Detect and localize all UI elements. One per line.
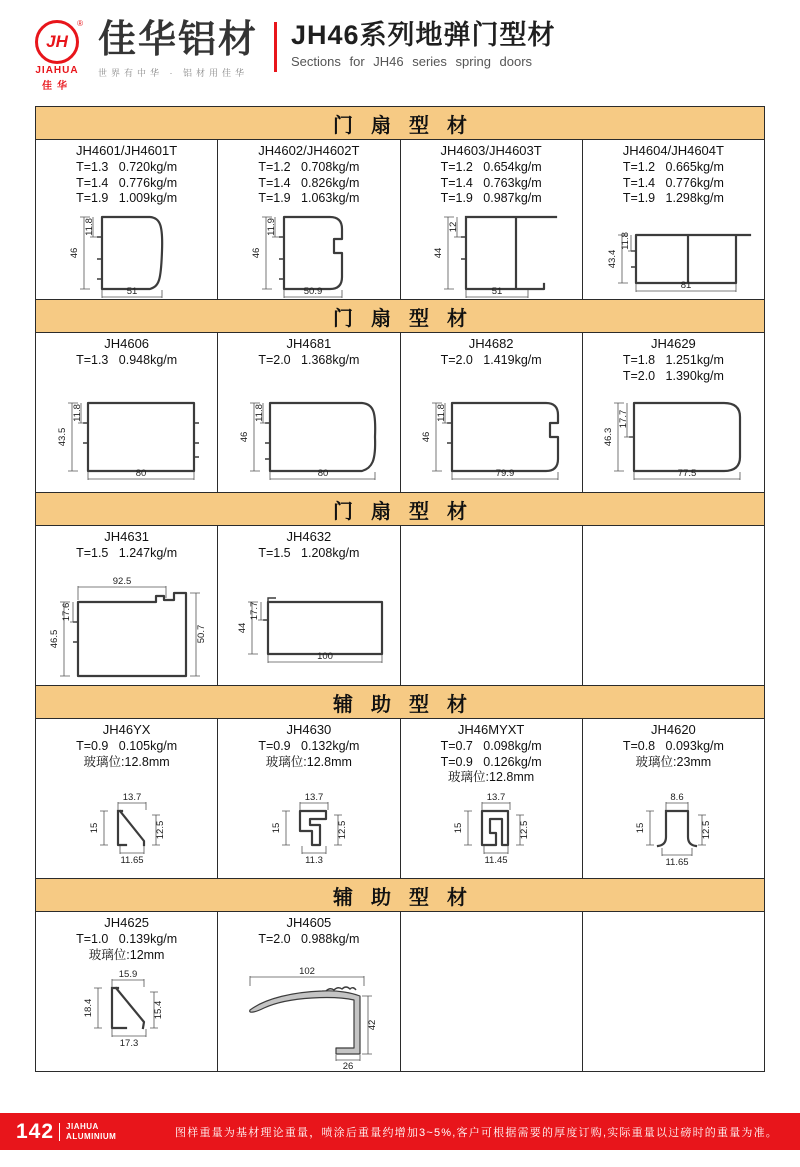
profile-code: JH4605	[286, 915, 332, 930]
profile-spec: T=1.3 0.720kg/m	[76, 159, 178, 174]
footer-brand	[66, 1122, 116, 1140]
profile-shape	[461, 217, 556, 289]
profile-spec: T=0.9 0.105kg/m	[76, 738, 178, 753]
glass-position: 玻璃位:12mm	[88, 947, 165, 962]
dim-label: 12.5	[701, 820, 713, 840]
glass-position: 玻璃位:23mm	[635, 754, 712, 769]
section-door-leaf-3	[35, 492, 765, 686]
profile-drawing	[588, 789, 758, 877]
profile-spec: T=1.9 0.987kg/m	[440, 191, 542, 206]
dim-label: 44	[236, 622, 248, 634]
profile-spec: T=2.0 1.419kg/m	[440, 352, 542, 367]
logo-brand-cn: 佳华	[42, 81, 72, 92]
section-header: 辅助型材	[35, 685, 765, 719]
dim-label: 81	[681, 279, 692, 291]
profile-cell-jh4630	[217, 719, 399, 878]
profile-drawing	[588, 207, 758, 299]
footer-band	[0, 1113, 800, 1150]
glass-position: 玻璃位:12.8mm	[265, 754, 352, 769]
profile-code: JH4629	[650, 336, 696, 351]
profile-code: JH46YX	[102, 722, 151, 737]
profile-shape	[112, 988, 144, 1028]
dim-label: 11.8	[83, 217, 95, 236]
profile-spec: T=1.0 0.139kg/m	[76, 931, 178, 946]
profile-cell-jh4631	[36, 526, 217, 685]
page-title: JH46系列地弹门型材	[291, 20, 556, 50]
profile-spec: T=1.8 1.251kg/m	[622, 352, 724, 367]
dim-label: 11.45	[484, 855, 508, 866]
dim-label: 11.3	[304, 855, 323, 866]
profile-spec: T=1.5 1.208kg/m	[258, 545, 360, 560]
profile-cell-jh4625	[36, 912, 217, 1071]
glass-position: 玻璃位:12.8mm	[83, 754, 170, 769]
dim-label: 46	[238, 431, 250, 443]
profile-shape	[263, 598, 382, 654]
dim-label: 15.9	[118, 969, 137, 980]
profile-spec: T=1.9 1.009kg/m	[76, 191, 178, 206]
section-header: 门扇型材	[35, 492, 765, 526]
dimension-lines	[282, 802, 342, 854]
dim-label: 13.7	[122, 792, 141, 803]
profile-drawing	[42, 391, 212, 491]
profile-code: JH46MYXT	[457, 722, 525, 737]
dim-label: 100	[316, 651, 333, 662]
catalog-content	[35, 106, 765, 1072]
logo-emblem-icon	[35, 19, 83, 64]
dim-label: 18.4	[82, 998, 94, 1018]
profile-drawing	[224, 789, 394, 877]
profile-cell-jh4603	[400, 140, 582, 299]
profile-drawing	[224, 391, 394, 491]
footer-brand-line2: ALUMINIUM	[66, 1131, 117, 1141]
dim-label: 17.7	[248, 601, 260, 621]
profile-shape	[629, 403, 740, 471]
section-header: 门扇型材	[35, 106, 765, 140]
dim-label: 80	[135, 468, 146, 479]
profile-shape	[279, 217, 342, 289]
empty-cell	[582, 912, 764, 1071]
profile-spec: T=1.4 0.776kg/m	[622, 175, 724, 190]
section-row	[35, 912, 765, 1072]
profile-cell-jh4605	[217, 912, 399, 1071]
section-auxiliary-1	[35, 685, 765, 879]
profile-cell-jh4681	[217, 333, 399, 492]
profile-shape	[447, 403, 558, 471]
dim-label: 43.4	[607, 249, 619, 269]
profile-cell-jh4602	[217, 140, 399, 299]
dimension-lines	[60, 586, 200, 676]
section-row	[35, 140, 765, 300]
profile-code: JH4620	[650, 722, 696, 737]
profile-code: JH4630	[286, 722, 332, 737]
dim-label: 80	[317, 468, 329, 479]
dim-label: 79.9	[495, 468, 515, 479]
profile-shape	[73, 593, 186, 676]
dim-label: 15	[635, 822, 647, 834]
dim-label: 50.7	[195, 624, 207, 644]
registered-mark: ®	[77, 19, 83, 28]
glass-position: 玻璃位:12.8mm	[448, 770, 535, 785]
profile-drawing	[406, 391, 576, 491]
footer-separator	[59, 1123, 60, 1141]
profile-drawing	[406, 789, 576, 877]
dim-label: 26	[342, 1061, 354, 1070]
profile-spec: T=0.8 0.093kg/m	[622, 738, 724, 753]
dim-label: 17.6	[60, 602, 72, 622]
profile-code: JH4606	[104, 336, 150, 351]
profile-spec: T=2.0 1.390kg/m	[622, 368, 724, 383]
section-row	[35, 719, 765, 879]
page-header	[28, 19, 772, 92]
profile-code: JH4681	[286, 336, 332, 351]
profile-drawing	[406, 207, 576, 299]
logo-monogram: JH	[46, 32, 68, 51]
profile-code: JH4631	[104, 529, 150, 544]
section-row	[35, 526, 765, 686]
profile-drawing	[42, 572, 212, 684]
profile-code: JH4682	[468, 336, 514, 351]
dim-label: 11.8	[620, 231, 632, 250]
dim-label: 12.5	[154, 820, 166, 840]
header-divider	[274, 22, 277, 72]
dim-label: 11.65	[120, 855, 144, 866]
profile-drawing	[42, 789, 212, 877]
profile-spec: T=1.5 1.247kg/m	[76, 545, 178, 560]
profile-drawing	[224, 966, 394, 1070]
profile-spec: T=1.2 0.708kg/m	[258, 159, 360, 174]
company-logo	[28, 20, 86, 92]
dim-label: 11.8	[71, 404, 83, 422]
dim-label: 46	[250, 247, 262, 259]
dim-label: 43.5	[56, 427, 68, 447]
profile-cell-jh4620	[582, 719, 764, 878]
dim-label: 15	[270, 822, 282, 834]
profile-cell-jh4629	[582, 333, 764, 492]
footer-brand-line1: JIAHUA	[66, 1122, 99, 1132]
profile-spec: T=0.9 0.132kg/m	[258, 738, 360, 753]
dim-label: 51	[126, 285, 137, 297]
dim-label: 12.5	[336, 820, 348, 840]
profile-shape	[658, 811, 696, 846]
profile-cell-jh4682	[400, 333, 582, 492]
dim-label: 46	[68, 247, 80, 259]
dim-label: 46.3	[603, 427, 615, 447]
profile-spec: T=1.4 0.826kg/m	[258, 175, 360, 190]
profile-shape	[83, 403, 199, 471]
dim-label: 11.8	[253, 404, 265, 422]
profile-cell-jh46yx	[36, 719, 217, 878]
company-slogan: 世界有中华 · 铝材用佳华	[98, 67, 248, 78]
profile-shape	[631, 235, 750, 283]
dim-label: 46.5	[48, 629, 60, 649]
section-header: 辅助型材	[35, 878, 765, 912]
dim-label: 77.5	[678, 468, 697, 479]
dim-label: 12	[448, 221, 460, 233]
empty-cell	[400, 912, 582, 1071]
profile-spec: T=0.7 0.098kg/m	[440, 738, 542, 753]
profile-spec: T=1.9 1.298kg/m	[622, 191, 724, 206]
page-subtitle: Sections for JH46 series spring doors	[291, 54, 533, 70]
profile-spec: T=1.2 0.654kg/m	[440, 159, 542, 174]
profile-cell-jh4606	[36, 333, 217, 492]
profile-spec: T=1.4 0.763kg/m	[440, 175, 542, 190]
profile-code: JH4603/JH4603T	[440, 143, 542, 158]
profile-code: JH4632	[286, 529, 332, 544]
dimension-lines	[100, 802, 160, 854]
profile-shape	[250, 987, 360, 1054]
dim-label: 17.7	[618, 409, 630, 429]
dim-label: 11.9	[265, 217, 277, 236]
dim-label: 15	[453, 822, 465, 834]
company-name: 佳华铝材	[98, 19, 259, 61]
profile-spec: T=0.9 0.126kg/m	[440, 754, 542, 769]
profile-code: JH4604/JH4604T	[622, 143, 724, 158]
profile-cell-jh4604	[582, 140, 764, 299]
dimension-lines	[250, 403, 375, 480]
section-door-leaf-2	[35, 299, 765, 493]
dim-label: 12.5	[519, 820, 531, 840]
profile-code: JH4601/JH4601T	[76, 143, 178, 158]
dim-label: 42	[366, 1019, 378, 1031]
section-door-leaf-1	[35, 106, 765, 300]
profile-spec: T=2.0 1.368kg/m	[258, 352, 360, 367]
profile-code: JH4625	[104, 915, 150, 930]
empty-cell	[582, 526, 764, 685]
dim-label: 46	[421, 431, 433, 443]
profile-shape	[300, 811, 326, 845]
profile-shape	[482, 811, 508, 845]
section-row	[35, 333, 765, 493]
profile-shape	[97, 217, 162, 289]
dim-label: 13.7	[486, 792, 506, 803]
profile-cell-jh4632	[217, 526, 399, 685]
footer-note: 图样重量为基材理论重量，喷涂后重量约增加3~5%,客户可根据需要的厚度订购,实际重量以过磅时的重量为准。	[175, 1126, 778, 1139]
profile-cell-jh46myxt	[400, 719, 582, 878]
profile-drawing	[588, 391, 758, 491]
dim-label: 11.65	[665, 857, 689, 868]
empty-cell	[400, 526, 582, 685]
dimension-lines	[464, 802, 524, 854]
dim-label: 102	[298, 966, 315, 977]
title-block	[291, 20, 772, 69]
section-header: 门扇型材	[35, 299, 765, 333]
profile-shape	[265, 403, 375, 471]
dim-label: 17.3	[119, 1038, 138, 1049]
profile-code: JH4602/JH4602T	[258, 143, 360, 158]
profile-shape	[118, 811, 144, 845]
dim-label: 15.4	[152, 1000, 164, 1020]
profile-drawing	[224, 207, 394, 299]
profile-spec: T=1.4 0.776kg/m	[76, 175, 178, 190]
profile-drawing	[42, 207, 212, 299]
profile-spec: T=1.9 1.063kg/m	[258, 191, 360, 206]
section-auxiliary-2	[35, 878, 765, 1072]
dim-label: 15	[88, 822, 100, 834]
dim-label: 13.7	[304, 792, 324, 803]
profile-spec: T=1.2 0.665kg/m	[622, 159, 724, 174]
profile-drawing	[224, 572, 394, 684]
dim-label: 92.5	[112, 576, 131, 587]
logo-brand-en: JIAHUA	[35, 65, 79, 76]
dim-label: 50.9	[303, 285, 323, 297]
profile-cell-jh4601	[36, 140, 217, 299]
profile-drawing	[42, 966, 212, 1070]
dim-label: 11.8	[436, 404, 448, 422]
profile-spec: T=2.0 0.988kg/m	[258, 931, 360, 946]
page-number: 142	[16, 1119, 55, 1143]
dim-label: 44	[433, 247, 445, 259]
company-block	[98, 20, 258, 79]
profile-spec: T=1.3 0.948kg/m	[76, 352, 178, 367]
dim-label: 8.6	[670, 792, 684, 803]
dim-label: 51	[491, 285, 503, 297]
